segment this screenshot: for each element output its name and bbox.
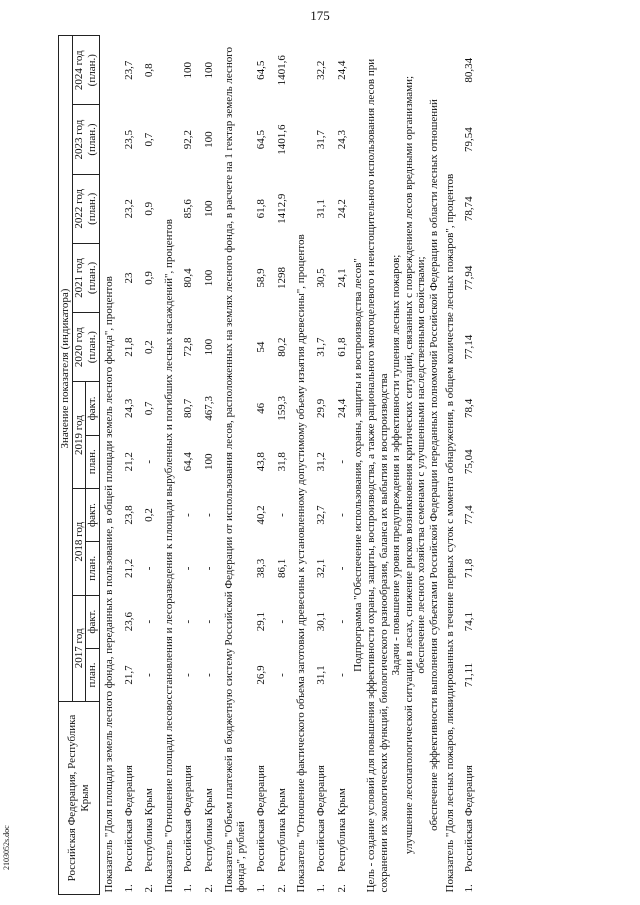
value-cell: 0,8: [143, 63, 156, 78]
value-cell: 72,8: [182, 337, 195, 357]
row-region-name: Республика Крым: [143, 788, 156, 873]
task-row: [428, 36, 441, 895]
value-cell: -: [203, 673, 216, 677]
value-cell: 24,1: [335, 268, 348, 288]
value-cell: 100: [203, 453, 216, 470]
row-region-name: Республика Крым: [203, 788, 216, 873]
table-row: [119, 36, 140, 895]
task-text: Задачи - повышение уровня предупреждения и эффективности тушения лесных пожаров;: [390, 254, 403, 676]
value-cell: -: [143, 566, 156, 571]
table-row: [251, 36, 272, 895]
table-row: [459, 36, 480, 895]
indicator-text: Показатель "Объем платежей в бюджетную систему Российской Федерации от использования лесов, расположенных на землях лесного фонда, в расчете на 1 гектар земель лесного фонда", рублей: [222, 46, 248, 893]
value-cell: 46: [255, 402, 268, 414]
value-cell: 21,8: [122, 337, 135, 357]
value-cell: 31,2: [314, 452, 327, 472]
value-cell: 24,3: [335, 129, 348, 150]
row-region-name: Республика Крым: [335, 788, 348, 873]
indicator-text: Показатель "Отношение площади лесовосстановления и лесоразведения к площади вырубленных и погибших лесных насаждений", процентов: [162, 219, 175, 893]
value-cell: 26,9: [255, 665, 268, 685]
year-header: 2022 год (план.): [72, 174, 99, 243]
value-cell: 79,54: [463, 127, 476, 152]
year-header: 2019 год: [72, 382, 86, 489]
value-cell: 78,4: [463, 398, 476, 419]
value-cell: 100: [203, 131, 216, 148]
table-body: [99, 36, 480, 895]
row-index: 1.: [314, 884, 327, 893]
row-index: 1.: [463, 884, 476, 893]
value-cell: 78,74: [463, 196, 476, 222]
value-cell: 77,14: [463, 334, 476, 360]
value-cell: 0,2: [143, 340, 156, 355]
table-row: [199, 36, 220, 895]
indicator-value-header: Значение показателя (индикатора): [59, 36, 73, 702]
value-cell: -: [203, 513, 216, 517]
value-cell: 32,2: [314, 60, 327, 80]
row-index: 1.: [182, 884, 195, 893]
subheader-plan-fact: факт.: [86, 382, 100, 435]
value-cell: 21,7: [122, 665, 135, 685]
value-cell: 71,8: [463, 558, 476, 578]
value-cell: 1412,9: [275, 193, 288, 224]
value-cell: 54: [255, 341, 268, 353]
value-cell: -: [143, 459, 156, 464]
value-cell: -: [182, 513, 195, 517]
value-cell: 29,9: [314, 398, 327, 419]
table-row: [311, 36, 332, 895]
value-cell: 21,2: [122, 558, 135, 578]
value-cell: 100: [203, 269, 216, 287]
indicator-text: Показатель "Доля площади земель лесного фонда, переданных в пользование, в общей площади земель лесного фонда", процентов: [102, 276, 115, 893]
value-cell: 100: [182, 61, 195, 79]
value-cell: 100: [203, 200, 216, 218]
row-index: 2.: [143, 884, 156, 893]
indicator-row: [292, 36, 311, 895]
value-cell: -: [143, 673, 156, 677]
year-header: 2021 год (план.): [72, 243, 99, 312]
row-index: 2.: [203, 884, 216, 893]
indicator-row: [441, 36, 460, 895]
value-cell: 29,1: [255, 612, 268, 632]
task-text: обеспечение лесного хозяйства семенами с улучшенными наследственными свойствами;: [415, 256, 428, 674]
value-cell: 24,2: [335, 199, 348, 219]
value-cell: 92,2: [182, 129, 195, 150]
row-index: 1.: [255, 884, 268, 893]
value-cell: -: [203, 619, 216, 624]
year-header: 2023 год (план.): [72, 105, 99, 174]
row-index: 1.: [122, 884, 135, 893]
value-cell: -: [335, 459, 348, 464]
value-cell: 31,1: [314, 665, 327, 685]
value-cell: 86,1: [275, 558, 288, 578]
indicator-row: [160, 36, 179, 895]
program-text: Подпрограмма "Обеспечение использования, охраны, защиты и воспроизводства лесов": [352, 258, 365, 672]
document-code: 2103052s.doc: [2, 825, 11, 870]
value-cell: 0,9: [143, 271, 156, 285]
value-cell: 1298: [275, 266, 288, 289]
row-region-name: Российская Федерация: [182, 765, 195, 873]
value-cell: 77,94: [463, 265, 476, 291]
value-cell: -: [182, 673, 195, 677]
value-cell: 64,5: [255, 60, 268, 80]
row-region-name: Республика Крым: [275, 788, 288, 873]
value-cell: 31,7: [314, 337, 327, 357]
year-header: 2024 год (план.): [72, 36, 99, 105]
row-region-name: Российская Федерация: [122, 765, 135, 873]
table-row: [139, 36, 160, 895]
value-cell: 24,4: [335, 60, 348, 80]
value-cell: 159,3: [275, 396, 288, 421]
value-cell: 32,1: [314, 558, 327, 578]
value-cell: 23,7: [122, 60, 135, 80]
value-cell: 23,2: [122, 199, 135, 219]
value-cell: 0,2: [143, 508, 156, 522]
value-cell: 31,1: [314, 199, 327, 219]
subheader-plan-fact: факт.: [86, 488, 100, 541]
value-cell: -: [203, 566, 216, 571]
value-cell: 1401,6: [275, 124, 288, 155]
value-cell: 100: [203, 61, 216, 79]
value-cell: 23,8: [122, 505, 135, 525]
subheader-plan-fact: факт.: [86, 595, 100, 648]
table-row: [272, 36, 293, 895]
value-cell: -: [275, 513, 288, 517]
value-cell: -: [275, 619, 288, 624]
value-cell: 80,7: [182, 398, 195, 419]
table-row: [178, 36, 199, 895]
value-cell: 61,8: [335, 337, 348, 357]
year-header: 2017 год: [72, 595, 86, 702]
value-cell: 23: [122, 272, 135, 284]
value-cell: 100: [203, 338, 216, 356]
value-cell: 0,9: [143, 201, 156, 216]
program-row: [352, 36, 365, 895]
value-cell: 80,2: [275, 337, 288, 357]
region-column-header: Российская Федерация, Республика Крым: [59, 702, 100, 895]
indicator-row: [220, 36, 251, 895]
value-cell: -: [335, 619, 348, 624]
value-cell: 64,4: [182, 452, 195, 472]
value-cell: 30,5: [314, 268, 327, 288]
value-cell: -: [182, 619, 195, 624]
page-number: 175: [310, 8, 330, 23]
value-cell: -: [335, 673, 348, 677]
indicator-text: Показатель "Доля лесных пожаров, ликвидированных в течение первых суток с момента обнаружения, в общем количестве лесных пожаров", процентов: [443, 173, 456, 893]
value-cell: 31,8: [275, 452, 288, 472]
value-cell: 64,5: [255, 129, 268, 150]
value-cell: 24,3: [122, 398, 135, 419]
indicator-row: [99, 36, 118, 895]
row-index: 2.: [275, 884, 288, 893]
subheader-plan-fact: план.: [86, 542, 100, 595]
value-cell: 31,7: [314, 129, 327, 150]
value-cell: 75,04: [463, 449, 476, 475]
value-cell: 1401,6: [275, 55, 288, 86]
table-header: [59, 36, 100, 895]
table-row: [332, 36, 353, 895]
goal-text: Цель - создание условий для повышения эффективности охраны, защиты, воспроизводства, а также рационального многоцелевого и неистощительного использования лесов при сохранении их экологических функций, биологического разнообразия, баланса их выбытия и воспроизводства: [364, 58, 390, 893]
goal-row: [365, 36, 390, 895]
value-cell: -: [335, 513, 348, 517]
value-cell: 24,4: [335, 398, 348, 419]
task-row: [415, 36, 428, 895]
value-cell: 77,4: [463, 505, 476, 525]
task-row: [403, 36, 416, 895]
value-cell: 0,7: [143, 132, 156, 147]
task-text: обеспечение эффективности выполнения субъектами Российской Федерации переданных полномочий Российской Федерации в области лесных отношений: [428, 99, 441, 831]
value-cell: 80,4: [182, 268, 195, 288]
value-cell: 32,7: [314, 505, 327, 525]
value-cell: 61,8: [255, 199, 268, 219]
value-cell: 85,6: [182, 199, 195, 219]
subheader-plan-fact: план.: [86, 648, 100, 701]
value-cell: 43,8: [255, 452, 268, 472]
value-cell: 40,2: [255, 505, 268, 525]
value-cell: 80,34: [463, 57, 476, 83]
task-row: [390, 36, 403, 895]
indicator-text: Показатель "Отношение фактического объема заготовки древесины к установленному допустимому объему изъятия древесины", процентов: [295, 234, 308, 893]
year-header: 2018 год: [72, 488, 86, 595]
row-index: 2.: [335, 884, 348, 893]
value-cell: -: [143, 619, 156, 624]
value-cell: 74,1: [463, 612, 476, 632]
row-region-name: Российская Федерация: [314, 765, 327, 873]
value-cell: 30,1: [314, 612, 327, 632]
subheader-plan-fact: план.: [86, 435, 100, 488]
value-cell: 23,6: [122, 612, 135, 632]
value-cell: 38,3: [255, 558, 268, 578]
value-cell: 21,2: [122, 452, 135, 472]
indicator-table: [58, 35, 480, 895]
value-cell: 71,11: [463, 662, 476, 688]
rotated-page: [58, 35, 630, 895]
year-header: 2020 год (план.): [72, 313, 99, 382]
value-cell: -: [182, 566, 195, 571]
row-region-name: Российская Федерация: [255, 765, 268, 873]
value-cell: 467,3: [203, 396, 216, 421]
value-cell: 23,5: [122, 129, 135, 150]
value-cell: -: [335, 566, 348, 571]
task-text: улучшение лесопатологической ситуации в лесах, снижение рисков возникновения критических ситуаций, связанных с повреждением лесов вредными организмами;: [402, 75, 415, 855]
value-cell: 58,9: [255, 268, 268, 288]
value-cell: -: [275, 673, 288, 677]
row-region-name: Российская Федерация: [463, 765, 476, 873]
value-cell: 0,7: [143, 401, 156, 416]
